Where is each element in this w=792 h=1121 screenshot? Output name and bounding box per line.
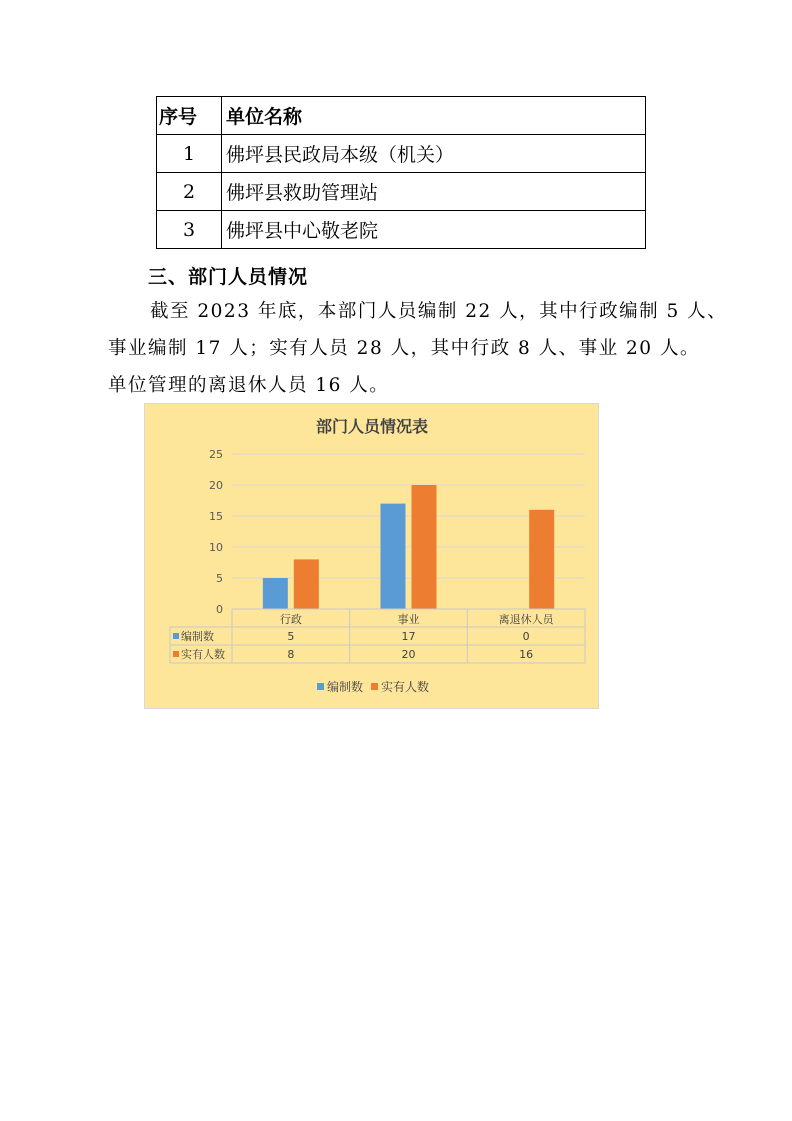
header-serial: 序号 [157, 97, 222, 135]
y-tick-label: 15 [209, 510, 223, 523]
legend-label: 编制数 [327, 680, 364, 694]
table-row [157, 173, 646, 211]
data-label: 5 [287, 630, 295, 643]
row-serial: 1 [157, 135, 222, 173]
row-unit-name: 佛坪县救助管理站 [222, 173, 646, 211]
legend-key [173, 633, 179, 639]
row-unit-name: 佛坪县民政局本级（机关） [222, 135, 646, 173]
y-tick-label: 0 [216, 603, 223, 616]
data-label: 16 [519, 648, 534, 661]
bar-quota [263, 578, 288, 609]
paragraph-line: 截至 2023 年底，本部门人员编制 22 人，其中行政编制 5 人、 [150, 301, 728, 322]
y-tick-label: 20 [209, 479, 223, 492]
x-tick-label: 行政 [279, 613, 302, 626]
staff-chart [144, 403, 599, 709]
bar-actual [294, 559, 319, 609]
chart-svg [145, 404, 600, 710]
x-tick-label: 事业 [397, 613, 420, 626]
legend-swatch [317, 683, 324, 690]
legend-label: 实有人数 [381, 680, 430, 694]
y-tick-label: 10 [209, 541, 223, 554]
y-tick-label: 5 [216, 572, 223, 585]
data-label: 8 [287, 648, 295, 661]
y-tick-label: 25 [209, 448, 223, 461]
unit-table [156, 96, 646, 249]
legend-key [173, 651, 179, 657]
table-row [157, 135, 646, 173]
bar-actual [529, 510, 554, 609]
x-tick-label: 离退休人员 [498, 613, 554, 626]
paragraph-line: 单位管理的离退休人员 16 人。 [108, 375, 390, 396]
section-heading: 三、部门人员情况 [148, 266, 309, 288]
data-label: 0 [522, 630, 530, 643]
paragraph-line: 事业编制 17 人；实有人员 28 人，其中行政 8 人、事业 20 人。 [108, 338, 700, 359]
bar-quota [381, 504, 406, 609]
data-label: 20 [401, 648, 416, 661]
chart-title: 部门人员情况表 [315, 417, 429, 436]
legend-swatch [371, 683, 378, 690]
series-label: 编制数 [181, 630, 214, 643]
header-unit-name: 单位名称 [222, 97, 646, 135]
bar-actual [412, 485, 437, 609]
table-header-row [157, 97, 646, 135]
data-label: 17 [401, 630, 416, 643]
table-row [157, 211, 646, 249]
series-label: 实有人数 [181, 648, 225, 661]
row-unit-name: 佛坪县中心敬老院 [222, 211, 646, 249]
row-serial: 2 [157, 173, 222, 211]
row-serial: 3 [157, 211, 222, 249]
